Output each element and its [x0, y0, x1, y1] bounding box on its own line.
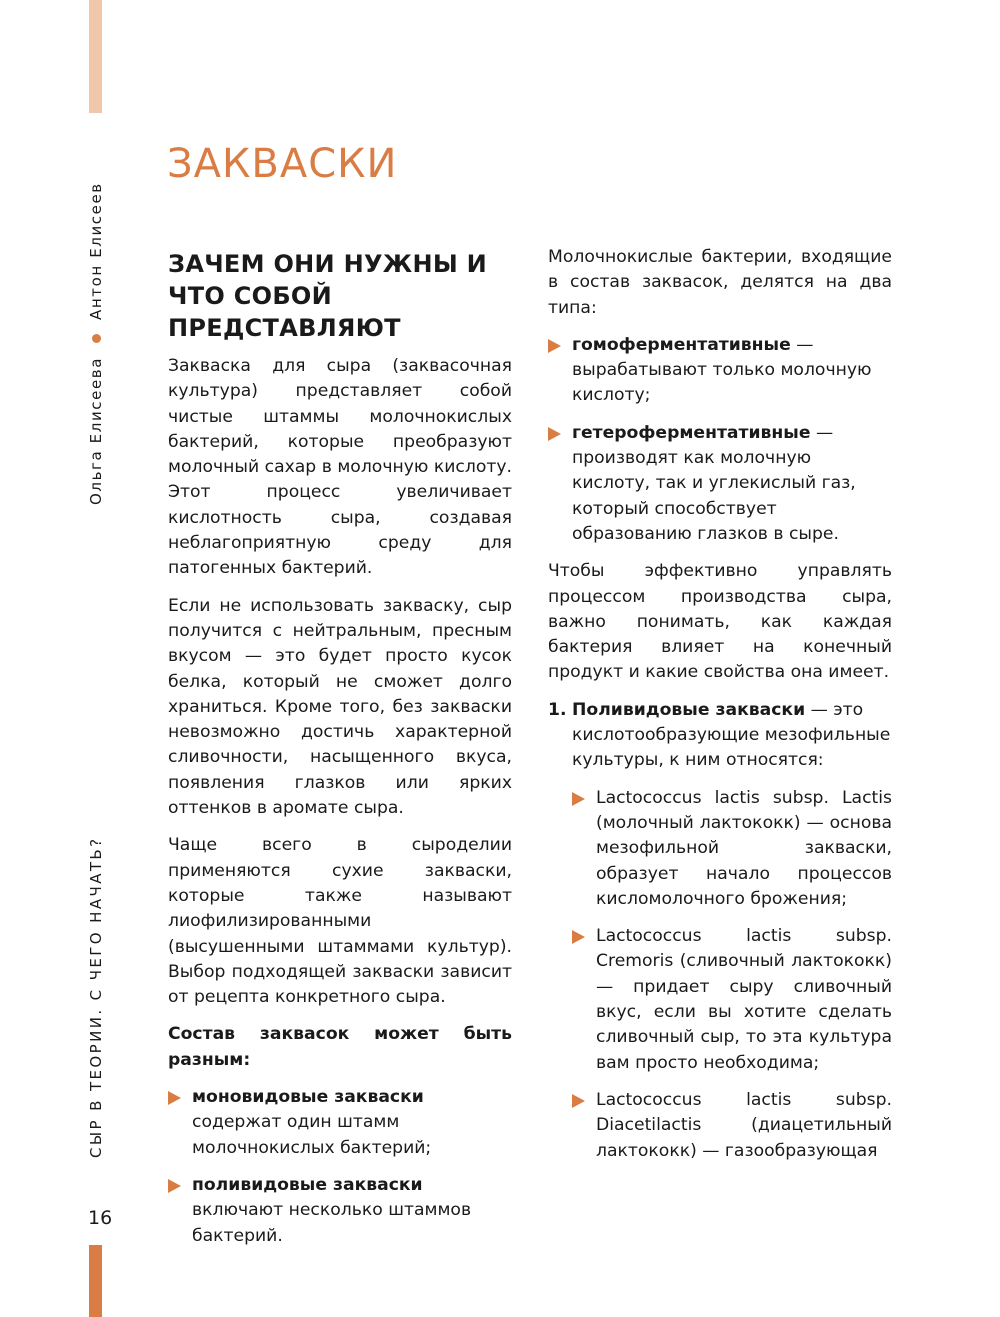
- author-2: Антон Елисеев: [87, 182, 105, 320]
- term: поливидовые закваски: [192, 1174, 423, 1195]
- triangle-bullet-icon: [572, 792, 585, 806]
- triangle-bullet-icon: [572, 930, 585, 944]
- authors-running-head: [87, 182, 105, 505]
- triangle-bullet-icon: [168, 1179, 181, 1193]
- culture-description: Lactococcus lactis subsp. Diacetilactis (диацетильный лактококк) — газообразующая: [596, 1089, 892, 1161]
- right-column: [548, 245, 892, 1164]
- definition: содержат один штамм молочнокислых бактерий;: [192, 1112, 432, 1158]
- triangle-bullet-icon: [572, 1094, 585, 1108]
- left-column: [168, 248, 512, 1249]
- section-running-head: СЫР В ТЕОРИИ. С ЧЕГО НАЧАТЬ?: [87, 836, 105, 1158]
- bacteria-types-list: [548, 333, 892, 547]
- triangle-bullet-icon: [548, 427, 561, 441]
- list-item: [572, 1088, 892, 1164]
- list-item: [168, 1085, 512, 1161]
- culture-list: [572, 786, 892, 1164]
- list-item: [548, 421, 892, 547]
- starter-types-list: [168, 1085, 512, 1249]
- definition: — вырабатывают только молочную кислоту;: [572, 334, 872, 406]
- section-subheading: ЗАЧЕМ ОНИ НУЖНЫ И ЧТО СОБОЙ ПРЕДСТАВЛЯЮТ: [168, 250, 488, 342]
- separator-dot-icon: [92, 334, 101, 343]
- triangle-bullet-icon: [168, 1091, 181, 1105]
- paragraph: Если не использовать закваску, сыр получится с нейтральным, пресным вкусом — это будет просто кусок белка, который не сможет долго храниться. Кроме того, без закваски невозможно достичь характерной сливочности, насыщенного вкуса, появления глазков или ярких оттенков в аромате сыра.: [168, 595, 512, 819]
- chapter-title: ЗАКВАСКИ: [167, 141, 398, 187]
- term: гетероферментативные: [572, 422, 811, 443]
- term: гомоферментативные: [572, 334, 791, 355]
- list-item: [168, 1173, 512, 1249]
- triangle-bullet-icon: [548, 339, 561, 353]
- term: моновидовые закваски: [192, 1087, 424, 1108]
- list-item: [548, 333, 892, 409]
- item-number: 1.: [548, 699, 567, 720]
- culture-description: Lactococcus lactis subsp. Lactis (молочный лактококк) — основа мезофильной закваски, образует начало процессов кисломолочного брожения;: [596, 787, 892, 909]
- paragraph: Закваска для сыра (заквасочная культура) представляет собой чистые штаммы молочнокислых бактерий, которые преобразуют молочный сахар в молочную кислоту. Этот процесс увеличивает кислотность сыра, создавая неблагоприятную среду для патогенных бактерий.: [168, 356, 512, 579]
- culture-description: Lactococcus lactis subsp. Cremoris (сливочный лактококк) — придает сыру сливочный вкус, если вы хотите сделать сливочный сыр, то эта культура вам просто необходима;: [596, 926, 892, 1073]
- paragraph: Чаще всего в сыроделии применяются сухие закваски, которые также называют лиофилизированными (высушенными штаммами культур). Выбор подходящей закваски зависит от рецепта конкретного сыра.: [168, 835, 512, 1008]
- definition: включают несколько штаммов бактерий.: [192, 1200, 472, 1246]
- decorative-bottom-bar: [89, 1245, 102, 1317]
- list-lead: Состав заквасок может быть разным:: [168, 1024, 512, 1070]
- numbered-item: [548, 698, 892, 1164]
- paragraph: Чтобы эффективно управлять процессом производства сыра, важно понимать, как каждая бактерия влияет на конечный продукт и какие свойства она имеет.: [548, 561, 892, 683]
- list-item: [572, 924, 892, 1076]
- paragraph: Молочнокислые бактерии, входящие в состав заквасок, делятся на два типа:: [548, 247, 892, 318]
- list-item: [572, 786, 892, 912]
- author-1: Ольга Елисеева: [87, 356, 105, 505]
- decorative-top-bar: [89, 0, 102, 113]
- term: Поливидовые закваски: [572, 699, 806, 720]
- numbered-list: [548, 698, 892, 1164]
- definition: — производят как молочную кислоту, так и углекислый газ, который способствует образованию глазков в сыре.: [572, 422, 856, 544]
- definition: — это кислотообразующие мезофильные культуры, к ним относятся:: [572, 699, 891, 771]
- page-number: 16: [88, 1207, 113, 1229]
